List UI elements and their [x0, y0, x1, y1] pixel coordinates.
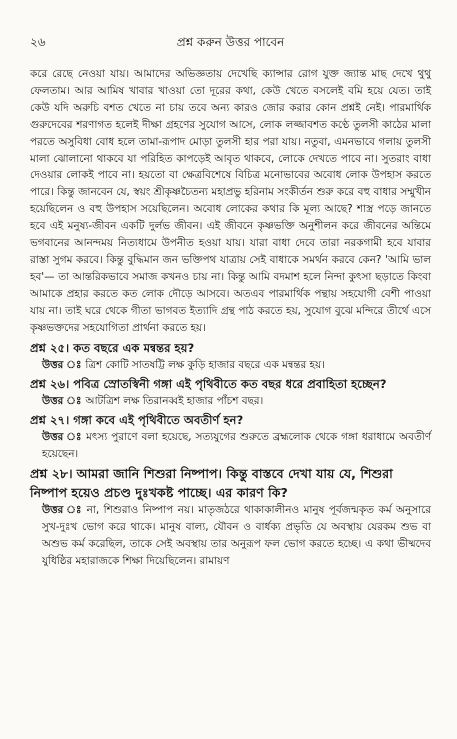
page-number: ২৬ [30, 35, 46, 49]
answer-label: উত্তর ঃ [42, 358, 82, 371]
question-27 [30, 411, 431, 429]
answer-label: উত্তর ঃ [42, 503, 83, 516]
question-25 [30, 339, 431, 357]
answer-text: ত্রিশ কোটি সাতষট্টি লক্ষ কুড়ি হাজার বছরে এক মন্বন্তর হয়। [85, 358, 325, 371]
question-label: প্রশ্ন ২৫। [30, 340, 70, 355]
book-page [0, 34, 457, 739]
question-text: গঙ্গা কবে এই পৃথিবীতে অবতীর্ণ হন? [73, 412, 244, 427]
qa-section [30, 339, 431, 570]
answer-25 [30, 357, 431, 374]
question-28 [30, 464, 431, 502]
question-label: প্রশ্ন ২৭। [30, 412, 70, 427]
answer-26 [30, 393, 431, 410]
question-text: আমরা জানি শিশুরা নিষ্পাপ। কিন্তু বাস্তবে দেখা যায় যে, শিশুরা নিষ্পাপ হয়েও প্রচণ্ড দুঃখকষ্ট পাচ্ছে। এর কারণ কি? [30, 465, 393, 500]
answer-28 [30, 502, 431, 570]
question-26 [30, 375, 431, 393]
question-text: কত বছরে এক মন্বন্তর হয়? [73, 340, 195, 355]
question-text: পবিত্র স্রোতস্বিনী গঙ্গা এই পৃথিবীতে কত বছর ধরে প্রবাহিতা হচ্ছেন? [73, 376, 387, 391]
answer-text: আটত্রিশ লক্ষ তিরানব্বই হাজার পাঁচশ বছর। [85, 394, 264, 407]
running-title: প্রশ্ন করুন উত্তর পাবেন [176, 35, 285, 49]
answer-label: উত্তর ঃ [42, 430, 83, 443]
intro-paragraph: করে রেছে নেওয়া যায়। আমাদের অভিজ্ঞতায় দেখেছি ক্যান্সার রোগ যুক্ত জ্যান্ত মাছ দেখে থুথু ফেলতাম। আর আমিষ খাবার খাওয়া তো দূরের কথা, কেউ খেতে বসলেই বমি হয়ে যেত। তাই কেউ যদি অরুচি বশত খেতে না চায় তবে অন্য কারও জোর করার কোন প্রশ্নই নেই। পারমার্থিক গুরুদেবের শরণাগত হলেই দীক্ষা গ্রহণের সুযোগ আসে, লোক লজ্জাবশত কণ্ঠে তুলসী কাঠের মালা পরতে অসুবিধা বোধ হলে তামা-রূপাদ মোড়া তুলসী হার পরা যায়। নতুবা, এমনভাবে গলায় তুলসী মালা ঝোলানো থাকবে যা পরিহিত কাপড়েই আবৃত থাকবে, লোকে দেখতে পাবে না। সুতরাং বাধা দেওয়ার লোকই পাবে না। হয়তো বা ক্ষেত্রবিশেষে বিচিত্র মনোভাবের অবোধ লোক উপহাস করতে পারে। কিন্তু জানবেন যে, স্বয়ং শ্রীকৃষ্ণচৈতন্য মহাপ্রভু হরিনাম সংকীর্তন শুরু করে বহু বাধার সম্মুখীন হয়েছিলেন ও বহু উপহাস সয়েছিলেন। অবোধ লোকের কথার কি মূল্য আছে? শাস্ত্র পড়ে জানতে হবে এই মনুষ্য-জীবন একটি দুর্লভ জীবন। এই জীবনে কৃষ্ণভক্তি অনুশীলন করে জীবনের অন্তিমে ভগবানের আনন্দময় নিত্যধামে উপনীত হওয়া যায়। যারা বাধা দেবে তারা নরকগামী হবে যাবার রাস্তা সুগম করবে। কিন্তু বুদ্ধিমান জন ভক্তিপথ যাত্রায় সেই বাধাকে সমর্থন করবে কেন? 'আমি ভাল হব'— তা আন্তরিকভাবে সমাজ কখনও চায় না। কিন্তু আমি বদমাশ হলে নিন্দা কুৎসা ছড়াতে কিংবা আমাকে প্রহার করতে কত লোক দৌড়ে আসবে। অতএব পারমার্থিক পন্থায় সহযোগী বেশী পাওয়া যায় না। তাই ঘরে থেকে গীতা ভাগবত ইত্যাদি গ্রন্থ পাঠ করতে হয়, সুযোগ বুঝে মন্দিরে তীর্থে এসে কৃষ্ণভক্তদের সহযোগিতা প্রার্থনা করতে হয়। [30, 68, 431, 334]
page-header [30, 34, 431, 56]
answer-text: না, শিশুরাও নিষ্পাপ নয়। মাতৃজঠরে থাকাকালীনও মানুষ পূর্বজন্মকৃত কর্ম অনুসারে সুখ-দুঃখ ভোগ করে থাকে। মানুষ বাল্য, যৌবন ও বার্ধক্য প্রভৃতি যে অবস্থায় যেরকম শুভ বা অশুভ কর্ম করেছিল, তাকে সেই অবস্থায় তার অনুরূপ ফল ভোগ করতে হচ্ছে। এ কথা ভীষ্মদেব যুধিষ্ঠির মহারাজকে শিক্ষা দিয়েছিলেন। রামায়ণ [42, 503, 431, 567]
answer-27 [30, 429, 431, 463]
answer-label: উত্তর ঃ [42, 394, 82, 407]
answer-text: মৎস্য পুরাণে বলা হয়েছে, সত্যযুগের শুরুতে ব্রহ্মলোক থেকে গঙ্গা ধরাধামে অবতীর্ণ হয়েছেন। [42, 430, 432, 460]
question-label: প্রশ্ন ২৬। [30, 376, 70, 391]
question-label: প্রশ্ন ২৮। [30, 465, 73, 481]
